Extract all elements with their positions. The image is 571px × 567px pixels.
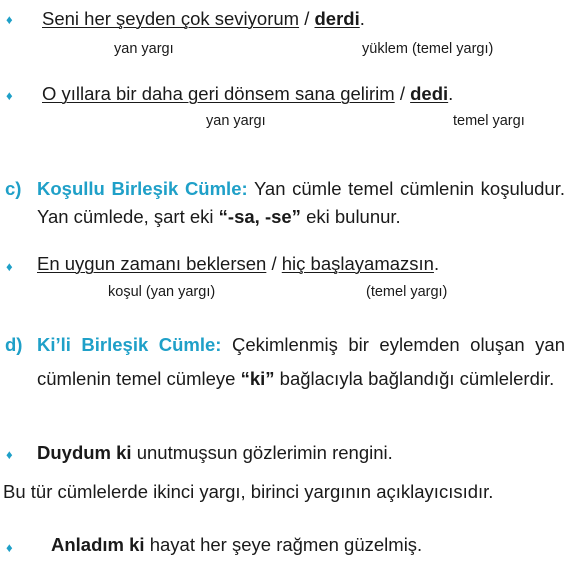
sentence-rest: hayat her şeye rağmen güzelmiş. <box>144 534 423 555</box>
section-text: Yan cümle temel cümlenin koşuludur. Yan cümlede, şart eki <box>37 178 565 227</box>
example-sentence-1 <box>42 8 365 30</box>
main-clause: hiç başlayamazsın <box>281 253 434 274</box>
section-heading: Ki’li Birleşik Cümle: <box>37 334 222 355</box>
period: . <box>433 253 440 274</box>
main-verb: dedi <box>410 83 449 104</box>
separator: / <box>266 253 282 274</box>
example-sentence-5 <box>51 534 422 556</box>
ki-phrase: Duydum ki <box>37 442 132 463</box>
label-kosul: koşul (yan yargı) <box>108 284 216 300</box>
section-text: bağlacıyla bağlandığı cümlelerdir. <box>274 368 555 389</box>
subordinate-clause: Seni her şeyden çok seviyorum <box>42 8 300 29</box>
label-temel-yargi: temel yargı <box>453 113 525 129</box>
period: . <box>359 8 365 29</box>
subordinate-clause: O yıllara bir daha geri dönsem sana gelirim <box>42 83 395 104</box>
suffix-term: “-sa, -se” <box>218 206 301 227</box>
section-heading: Koşullu Birleşik Cümle: <box>37 178 248 199</box>
separator: / <box>299 8 315 29</box>
period: . <box>448 83 454 104</box>
conditional-clause: En uygun zamanı beklersen <box>37 253 267 274</box>
section-text: Çekimlenmiş bir eylemden oluşan yan cümlenin temel cümleye <box>37 334 565 389</box>
label-yan-yargi: yan yargı <box>206 113 266 129</box>
section-text: eki bulunur. <box>300 206 401 227</box>
bullet-icon: ♦ <box>6 447 13 462</box>
bullet-icon: ♦ <box>6 88 13 103</box>
label-temel-yargi: (temel yargı) <box>366 284 448 300</box>
bullet-icon: ♦ <box>6 12 13 27</box>
section-marker-c: c) <box>5 178 22 199</box>
ki-phrase: Anladım ki <box>51 534 145 555</box>
separator: / <box>394 83 411 104</box>
label-yan-yargi: yan yargı <box>114 41 174 57</box>
main-verb: derdi <box>314 8 360 29</box>
conjunction-term: “ki” <box>240 368 275 389</box>
example-sentence-2 <box>42 83 453 105</box>
bullet-icon: ♦ <box>6 540 13 555</box>
section-marker-d: d) <box>5 334 23 355</box>
section-c-paragraph <box>37 175 565 231</box>
example-sentence-3 <box>37 253 439 275</box>
bullet-icon: ♦ <box>6 259 13 274</box>
explanatory-note: Bu tür cümlelerde ikinci yargı, birinci yargının açıklayıcısıdır. <box>3 481 494 502</box>
sentence-rest: unutmuşsun gözlerimin rengini. <box>131 442 393 463</box>
label-yuklem: yüklem (temel yargı) <box>362 41 494 57</box>
section-d-paragraph <box>37 328 565 396</box>
example-sentence-4 <box>37 442 393 464</box>
